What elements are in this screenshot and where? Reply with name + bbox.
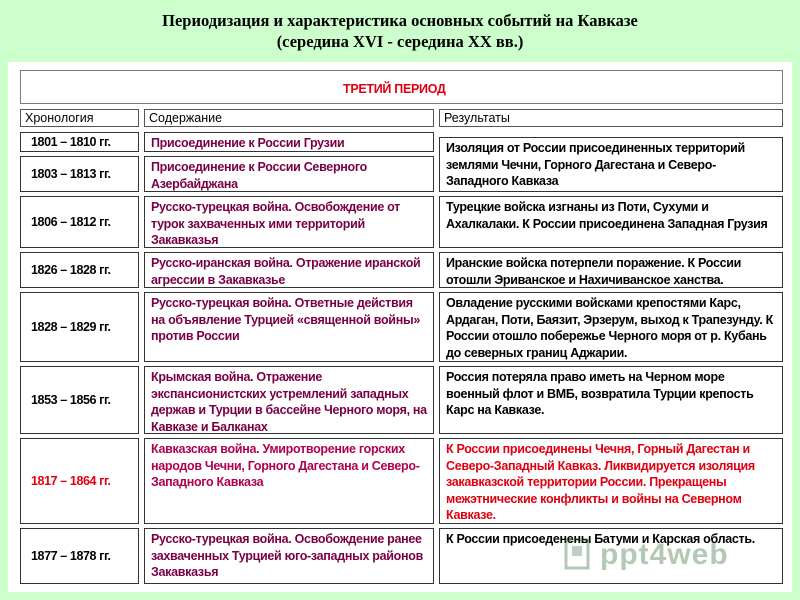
page-title bbox=[0, 10, 800, 52]
content-cell: Русско-турецкая война. Ответные действия на объявление Турцией «священной войны» против России bbox=[144, 292, 434, 362]
content-cell: Русско-турецкая война. Освобождение от турок захваченных ими территорий Закавказья bbox=[144, 196, 434, 248]
slide-table bbox=[8, 62, 792, 592]
date-cell: 1801 – 1810 гг. bbox=[20, 132, 139, 152]
content-cell: Присоединение к России Грузии bbox=[144, 132, 434, 152]
result-cell: К России присоединены Чечня, Горный Дагестан и Северо-Западный Кавказ. Ликвидируется изоляция закавказской территории России. Прекращены межэтнические конфликты и войны на Северном Кавказе. bbox=[439, 438, 783, 524]
watermark-logo-icon bbox=[560, 536, 594, 572]
period-banner bbox=[20, 70, 783, 104]
title-line-1: Периодизация и характеристика основных событий на Кавказе bbox=[162, 11, 638, 30]
result-cell: Турецкие войска изгнаны из Поти, Сухуми и Ахалкалаки. К России присоединена Западная Грузия bbox=[439, 196, 783, 248]
period-label: ТРЕТИЙ ПЕРИОД bbox=[343, 82, 446, 96]
result-cell: Иранские войска потерпели поражение. К России отошли Эриванское и Нахичиванское ханства. bbox=[439, 252, 783, 288]
content-cell: Русско-иранская война. Отражение иранской агрессии в Закавказье bbox=[144, 252, 434, 288]
header-chronology: Хронология bbox=[20, 109, 139, 127]
table-row bbox=[20, 292, 783, 362]
date-cell: 1828 – 1829 гг. bbox=[20, 292, 139, 362]
merged-result-row bbox=[20, 137, 783, 192]
header-results: Результаты bbox=[439, 109, 783, 127]
table-row bbox=[20, 366, 783, 434]
header-content: Содержание bbox=[144, 109, 434, 127]
content-cell: Кавказская война. Умиротворение горских народов Чечни, Горного Дагестана и Северо-Западного Кавказа bbox=[144, 438, 434, 524]
date-cell: 1803 – 1813 гг. bbox=[20, 156, 139, 192]
result-cell: Изоляция от России присоединенных территорий землями Чечни, Горного Дагестана и Северо-Западного Кавказа bbox=[439, 137, 783, 192]
content-cell: Присоединение к России Северного Азербайджана bbox=[144, 156, 434, 192]
table-row bbox=[20, 252, 783, 288]
result-cell: Россия потеряла право иметь на Черном море военный флот и ВМБ, возвратила Турции крепость Карс на Кавказе. bbox=[439, 366, 783, 434]
title-line-2: (середина XVI - середина XX вв.) bbox=[276, 32, 524, 51]
result-cell: К России присоеденены Батуми и Карская область. bbox=[439, 528, 783, 584]
content-cell: Крымская война. Отражение экспансионистских устремлений западных держав и Турции в бассейне Черного моря, на Кавказе и Балканах bbox=[144, 366, 434, 434]
date-cell: 1853 – 1856 гг. bbox=[20, 366, 139, 434]
result-cell: Овладение русскими войсками крепостями Карс, Ардаган, Поти, Баязит, Эрзерум, выход к Трапезунду. К России отошло побережье Черного моря от р. Кубань до северных границ Аджарии. bbox=[439, 292, 783, 362]
content-cell: Русско-турецкая война. Освобождение ранее захваченных Турцией юго-западных районов Закавказья bbox=[144, 528, 434, 584]
date-cell: 1806 – 1812 гг. bbox=[20, 196, 139, 248]
date-cell: 1877 – 1878 гг. bbox=[20, 528, 139, 584]
table-row bbox=[20, 196, 783, 248]
date-cell: 1826 – 1828 гг. bbox=[20, 252, 139, 288]
watermark: ppt4web bbox=[600, 538, 729, 571]
date-cell: 1817 – 1864 гг. bbox=[20, 438, 139, 524]
table-row bbox=[20, 438, 783, 524]
